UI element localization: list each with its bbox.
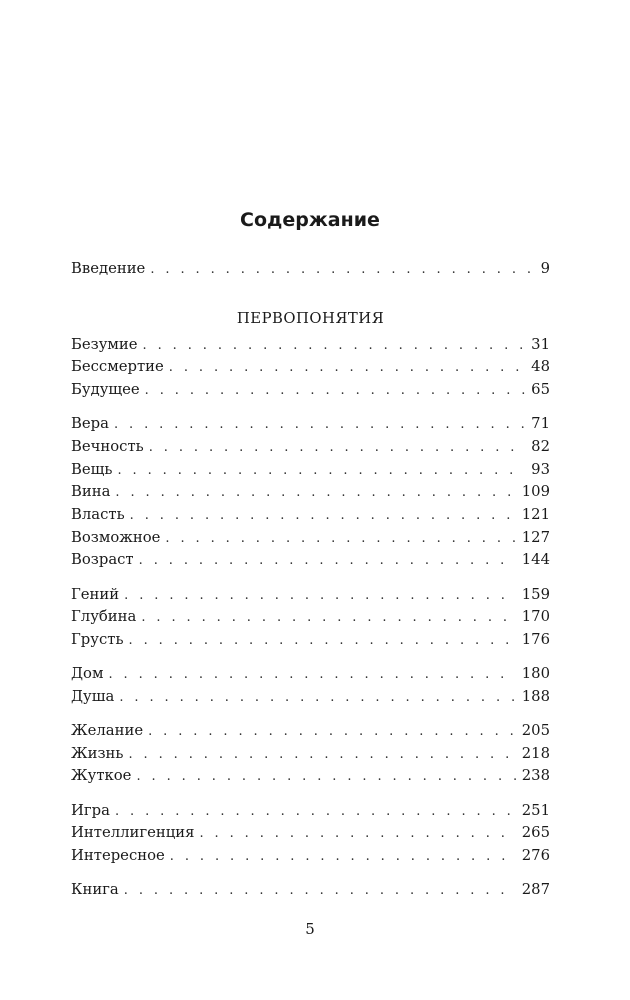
toc-entry-page: 287 — [521, 881, 550, 899]
toc-entry[interactable] — [71, 504, 550, 527]
dot-leader — [148, 721, 516, 744]
dot-leader — [170, 846, 516, 869]
page-title: Содержание — [240, 209, 380, 231]
toc-entry[interactable] — [71, 379, 550, 402]
dot-leader — [199, 823, 515, 846]
toc-entry-title: Вещь — [71, 460, 113, 478]
toc-group-g — [71, 584, 550, 652]
toc-entry[interactable] — [71, 686, 550, 709]
toc-entry-page: 170 — [521, 608, 550, 626]
toc-group-v — [71, 413, 550, 572]
toc-entry[interactable] — [71, 334, 550, 357]
toc-entry-page: 159 — [521, 585, 550, 603]
dot-leader — [143, 335, 526, 358]
dot-leader — [115, 801, 516, 824]
dot-leader — [149, 437, 525, 460]
toc-entry-page: 176 — [521, 630, 550, 648]
dot-leader — [141, 607, 515, 630]
toc-group-zh — [71, 720, 550, 788]
toc-entry-title: Власть — [71, 506, 125, 523]
toc-entry[interactable] — [71, 800, 550, 823]
toc-entry[interactable] — [71, 879, 550, 902]
toc-entry[interactable] — [71, 629, 550, 652]
group-spacer — [71, 402, 550, 414]
toc-entry-title: Жизнь — [71, 744, 124, 762]
dot-leader — [114, 414, 525, 437]
dot-leader — [150, 259, 534, 282]
toc-entry[interactable] — [71, 822, 550, 845]
toc-group-d — [71, 663, 550, 708]
toc-entry[interactable] — [71, 459, 550, 482]
toc-entry-page: 251 — [521, 801, 550, 819]
page-number: 5 — [305, 920, 315, 938]
toc-entry-page: 127 — [521, 528, 550, 546]
toc-entry-page: 31 — [531, 335, 550, 353]
toc-entry-title: Безумие — [71, 335, 138, 353]
toc-entry-page: 238 — [521, 767, 550, 785]
toc-entry-page: 71 — [531, 415, 550, 433]
toc-group-b — [71, 334, 550, 402]
dot-leader — [169, 357, 525, 380]
group-spacer — [71, 868, 550, 880]
toc-entry-title: Книга — [71, 881, 119, 899]
toc-entry-title: Вера — [71, 415, 109, 433]
toc-entry-title: Интересное — [71, 846, 165, 864]
dot-leader — [165, 528, 515, 551]
toc-entry-title: Гений — [71, 585, 120, 603]
toc-entry[interactable] — [71, 356, 550, 379]
dot-leader — [139, 550, 516, 573]
group-spacer — [71, 652, 550, 664]
toc-entry[interactable] — [71, 743, 550, 766]
toc-entry[interactable] — [71, 765, 550, 788]
section-heading: ПЕРВОПОНЯТИЯ — [236, 309, 385, 327]
toc-entry-page: 82 — [531, 437, 550, 455]
dot-leader — [145, 380, 525, 403]
toc-group-k — [71, 879, 550, 902]
toc-entry-page: 276 — [521, 846, 550, 864]
toc-entry[interactable] — [71, 720, 550, 743]
toc-entry-page: 144 — [521, 551, 550, 569]
toc-entry-title: Вина — [71, 483, 111, 501]
dot-leader — [119, 687, 515, 710]
toc-entry-title: Возможное — [71, 528, 161, 546]
toc-entry-title: Вечность — [71, 437, 144, 455]
toc-entry-title: Возраст — [71, 551, 134, 569]
dot-leader — [130, 505, 516, 528]
toc-entry-page: 121 — [521, 506, 550, 523]
toc-entry-title: Желание — [71, 722, 144, 739]
toc-entry[interactable] — [71, 549, 550, 572]
toc-entry-title: Будущее — [71, 381, 140, 399]
toc-entry-page: 109 — [521, 483, 550, 501]
toc-entry[interactable] — [71, 436, 550, 459]
toc-entry-intro[interactable] — [71, 258, 550, 281]
toc-entry-page: 265 — [521, 824, 550, 842]
dot-leader — [108, 664, 515, 687]
toc-entry[interactable] — [71, 481, 550, 504]
toc-entry-page: 48 — [531, 358, 550, 376]
toc-group-i — [71, 800, 550, 868]
dot-leader — [129, 630, 516, 653]
dot-leader — [124, 880, 516, 903]
toc-entry-title: Введение — [71, 260, 146, 277]
toc-entry[interactable] — [71, 584, 550, 607]
toc-entry-title: Бессмертие — [71, 358, 164, 376]
dot-leader — [115, 482, 515, 505]
toc-entry-title: Дом — [71, 665, 104, 683]
toc-entry-page: 180 — [521, 665, 550, 683]
toc-entry[interactable] — [71, 606, 550, 629]
toc-entry-page: 93 — [531, 460, 550, 478]
toc-entry[interactable] — [71, 527, 550, 550]
toc-entry-title: Грусть — [71, 630, 124, 648]
dot-leader — [117, 460, 525, 483]
dot-leader — [136, 766, 515, 789]
toc-entry-title: Глубина — [71, 608, 137, 626]
group-spacer — [71, 572, 550, 584]
toc-entry-title: Интеллигенция — [71, 824, 195, 842]
toc-entry-page: 205 — [521, 722, 550, 739]
dot-leader — [124, 585, 516, 608]
table-of-contents — [71, 258, 550, 902]
toc-entry[interactable] — [71, 663, 550, 686]
toc-entry-page: 188 — [521, 687, 550, 705]
toc-entry[interactable] — [71, 845, 550, 868]
toc-entry[interactable] — [71, 413, 550, 436]
toc-entry-title: Душа — [71, 687, 115, 705]
toc-entry-page: 218 — [521, 744, 550, 762]
dot-leader — [128, 744, 515, 767]
group-spacer — [71, 709, 550, 721]
toc-entry-page: 65 — [531, 381, 550, 399]
group-spacer — [71, 788, 550, 800]
toc-entry-title: Игра — [71, 801, 110, 819]
toc-entry-title: Жуткое — [71, 767, 132, 785]
toc-entry-page: 9 — [540, 260, 550, 277]
